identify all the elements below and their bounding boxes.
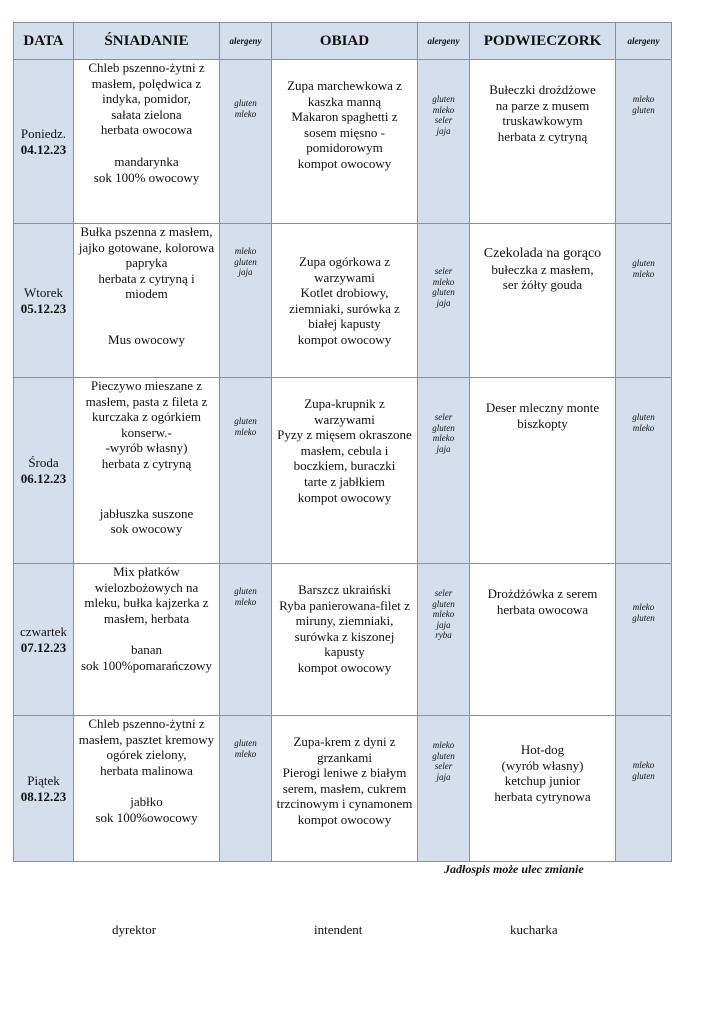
- allergen-item: seler: [434, 266, 453, 276]
- table-row: [14, 716, 672, 862]
- allergen-item: mleko: [432, 433, 455, 443]
- lunch-line: trzcinowym i cynamonem: [276, 796, 413, 812]
- lunch-line: Zupa-krupnik z: [304, 396, 385, 411]
- breakfast-line: Pieczywo mieszane z: [90, 378, 203, 393]
- lunch-cell: [272, 564, 418, 716]
- allergen-item: jaja: [436, 619, 451, 630]
- snack-allergens-cell: [616, 224, 672, 378]
- allergen-item: jaja: [436, 443, 451, 454]
- snack-line: Hot-dog: [520, 742, 565, 757]
- snack-line: Drożdżówka z serem: [487, 586, 598, 601]
- lunch-cell: [272, 224, 418, 378]
- breakfast-line: kurczaka z ogórkiem: [91, 409, 201, 425]
- lunch-line: Kotlet drobiowy,: [300, 285, 389, 301]
- allergen-item: mleko: [432, 740, 455, 750]
- breakfast-line: masłem, pasta z fileta z: [85, 393, 208, 409]
- breakfast-line: herbata z cytryną: [101, 455, 192, 471]
- lunch-line: kompot owocowy: [297, 659, 392, 675]
- breakfast-extra-line: jabłko: [130, 794, 163, 810]
- lunch-cell: [272, 378, 418, 564]
- header-allergens-snack: alergeny: [616, 23, 672, 60]
- allergen-item: mleko: [234, 748, 257, 759]
- lunch-line: tarte z jabłkiem: [304, 473, 385, 489]
- snack-allergens-cell: [616, 60, 672, 224]
- allergen-item: ryba: [435, 630, 452, 640]
- breakfast-cell: [74, 564, 220, 716]
- snack-line: truskawkowym: [502, 113, 583, 129]
- lunch-line: surówka z kiszonej: [294, 628, 395, 644]
- breakfast-allergens-cell: [220, 60, 272, 224]
- allergen-item: mleko: [632, 760, 655, 770]
- lunch-line: Ryba panierowana-filet z: [279, 597, 410, 613]
- lunch-allergens-cell: [418, 564, 470, 716]
- snack-allergens-cell: [616, 564, 672, 716]
- lunch-line: Barszcz ukraiński: [298, 582, 391, 597]
- day-cell: [14, 224, 74, 378]
- allergen-item: seler: [434, 412, 453, 422]
- allergen-item: gluten: [234, 738, 257, 748]
- allergen-item: gluten: [432, 750, 455, 761]
- breakfast-line: ogórek zielony,: [106, 747, 187, 763]
- day-cell: [14, 716, 74, 862]
- lunch-line: sosem mięsno -: [304, 124, 385, 140]
- table-row: [14, 564, 672, 716]
- lunch-line: kompot owocowy: [297, 489, 392, 505]
- lunch-cell: [272, 60, 418, 224]
- allergen-item: seler: [434, 115, 453, 125]
- header-snack: PODWIECZORK: [470, 23, 616, 60]
- breakfast-line: herbata z cytryną i: [98, 270, 195, 286]
- snack-line: herbata cytrynowa: [494, 788, 591, 804]
- snack-cell: [470, 60, 616, 224]
- breakfast-line: masłem, polędwica z: [91, 75, 202, 91]
- snack-line: biszkopty: [517, 415, 568, 431]
- lunch-line: kompot owocowy: [297, 331, 392, 347]
- lunch-line: serem, masłem, cukrem: [282, 780, 407, 796]
- day-cell: [14, 564, 74, 716]
- day-name: Wtorek: [24, 284, 63, 300]
- lunch-line: warzywami: [314, 269, 375, 285]
- breakfast-line: indyka, pomidor,: [102, 91, 191, 107]
- snack-allergens-cell: [616, 716, 672, 862]
- day-date: 04.12.23: [20, 141, 67, 157]
- allergen-item: gluten: [632, 412, 655, 422]
- allergen-item: mleko: [234, 426, 257, 437]
- breakfast-line: konserw.-: [121, 424, 172, 440]
- breakfast-line: jajko gotowane, kolorowa: [78, 239, 215, 255]
- lunch-line: kompot owocowy: [297, 811, 392, 827]
- lunch-line: Pierogi leniwe z białym: [282, 765, 407, 781]
- allergen-item: mleko: [234, 108, 257, 119]
- day-name: Środa: [28, 454, 59, 470]
- day-cell: [14, 378, 74, 564]
- header-breakfast: ŚNIADANIE: [74, 23, 220, 60]
- menu-change-note: Jadłospis może ulec zmianie: [444, 862, 584, 876]
- breakfast-extra-line: sok 100% owocowy: [93, 169, 200, 185]
- day-date: 05.12.23: [20, 300, 67, 316]
- lunch-line: Zupa-krem z dyni z: [293, 734, 396, 749]
- day-date: 07.12.23: [20, 639, 67, 655]
- spacer: [74, 302, 219, 332]
- allergen-item: gluten: [234, 98, 257, 108]
- allergen-item: gluten: [234, 256, 257, 267]
- lunch-line: kompot owocowy: [297, 155, 392, 171]
- allergen-item: seler: [434, 761, 453, 771]
- snack-allergens-cell: [616, 378, 672, 564]
- allergen-item: gluten: [234, 586, 257, 596]
- lunch-line: boczkiem, buraczki: [293, 458, 396, 474]
- lunch-line: masłem, cebula i: [300, 442, 389, 458]
- snack-line: Deser mleczny monte: [485, 400, 600, 415]
- breakfast-line: miodem: [125, 286, 168, 302]
- signature-director: dyrektor: [112, 922, 157, 937]
- breakfast-line: Bułka pszenna z masłem,: [80, 224, 213, 239]
- header-date: DATA: [14, 23, 74, 60]
- allergen-item: mleko: [632, 602, 655, 612]
- lunch-line: kaszka manną: [307, 93, 382, 109]
- breakfast-extra-line: sok 100%owocowy: [95, 809, 198, 825]
- breakfast-line: Chleb pszenno-żytni z: [88, 60, 205, 75]
- allergen-item: gluten: [632, 612, 655, 623]
- breakfast-extra-line: Mus owocowy: [108, 331, 185, 347]
- allergen-item: mleko: [632, 94, 655, 104]
- lunch-line: pomidorowym: [306, 140, 383, 156]
- spacer: [74, 626, 219, 642]
- menu-table: [13, 22, 672, 862]
- table-row: [14, 378, 672, 564]
- breakfast-cell: [74, 60, 220, 224]
- allergen-item: mleko: [632, 422, 655, 433]
- allergen-item: jaja: [436, 297, 451, 308]
- spacer: [74, 138, 219, 154]
- signature-intendent: intendent: [314, 922, 363, 937]
- allergen-item: mleko: [432, 104, 455, 115]
- allergen-item: gluten: [432, 598, 455, 609]
- breakfast-extra-line: mandarynka: [114, 153, 179, 169]
- lunch-line: Zupa ogórkowa z: [299, 254, 390, 269]
- lunch-allergens-cell: [418, 716, 470, 862]
- breakfast-line: Mix płatków: [113, 564, 180, 579]
- lunch-line: miruny, ziemniaki,: [295, 613, 394, 629]
- spacer: [74, 472, 219, 506]
- snack-line: bułeczka z masłem,: [491, 261, 594, 277]
- breakfast-cell: [74, 378, 220, 564]
- signature-cook: kucharka: [510, 922, 558, 937]
- breakfast-line: herbata owocowa: [100, 122, 193, 138]
- day-date: 08.12.23: [20, 788, 67, 804]
- snack-line: (wyrób własny): [501, 757, 584, 773]
- breakfast-allergens-cell: [220, 564, 272, 716]
- breakfast-line: wielozbożowych na: [94, 579, 199, 595]
- lunch-line: warzywami: [314, 411, 375, 427]
- table-row: [14, 60, 672, 224]
- breakfast-line: herbata malinowa: [100, 762, 193, 778]
- lunch-line: ziemniaki, surówka z: [289, 300, 400, 316]
- header-allergens-lunch: alergeny: [418, 23, 470, 60]
- snack-line: ketchup junior: [504, 773, 581, 789]
- breakfast-cell: [74, 716, 220, 862]
- breakfast-allergens-cell: [220, 378, 272, 564]
- allergen-item: seler: [434, 588, 453, 598]
- breakfast-allergens-cell: [220, 716, 272, 862]
- breakfast-extra-line: sok 100%pomarańczowy: [80, 657, 213, 673]
- spacer: [74, 778, 219, 794]
- day-cell: [14, 60, 74, 224]
- breakfast-extra-line: banan: [130, 642, 163, 658]
- snack-cell: [470, 716, 616, 862]
- lunch-line: białej kapusty: [308, 316, 381, 332]
- lunch-line: Pyzy z mięsem okraszone: [277, 427, 412, 443]
- header-row: [14, 23, 672, 60]
- day-name: Poniedz.: [20, 125, 67, 141]
- snack-line: herbata z cytryną: [497, 128, 588, 144]
- day-date: 06.12.23: [20, 470, 67, 486]
- allergen-item: gluten: [234, 416, 257, 426]
- snack-line: Bułeczki drożdżowe: [489, 82, 596, 97]
- lunch-line: Makaron spaghetti z: [291, 109, 398, 125]
- breakfast-line: -wyrób własny): [105, 440, 188, 456]
- lunch-allergens-cell: [418, 224, 470, 378]
- breakfast-allergens-cell: [220, 224, 272, 378]
- allergen-item: mleko: [432, 276, 455, 287]
- breakfast-extra-line: sok owocowy: [110, 521, 183, 537]
- snack-cell: [470, 378, 616, 564]
- lunch-line: kapusty: [324, 644, 365, 660]
- snack-line: na parze z musem: [495, 97, 590, 113]
- breakfast-line: sałata zielona: [111, 106, 182, 122]
- allergen-item: gluten: [632, 104, 655, 115]
- snack-line: herbata owocowa: [496, 601, 589, 617]
- allergen-item: mleko: [432, 609, 455, 619]
- breakfast-cell: [74, 224, 220, 378]
- allergen-item: mleko: [234, 596, 257, 607]
- lunch-allergens-cell: [418, 60, 470, 224]
- allergen-item: mleko: [632, 268, 655, 279]
- allergen-item: gluten: [632, 258, 655, 268]
- allergen-item: gluten: [432, 94, 455, 104]
- snack-title: Czekolada na gorąco: [483, 246, 602, 261]
- allergen-item: gluten: [632, 770, 655, 781]
- allergen-item: jaja: [238, 267, 253, 277]
- lunch-line: Zupa marchewkowa z: [287, 78, 402, 93]
- breakfast-line: mleku, bułka kajzerka z: [84, 595, 209, 611]
- header-allergens-breakfast: alergeny: [220, 23, 272, 60]
- allergen-item: jaja: [436, 771, 451, 782]
- breakfast-extra-line: jabłuszka suszone: [99, 505, 194, 521]
- breakfast-line: masłem, herbata: [103, 610, 190, 626]
- snack-cell: [470, 224, 616, 378]
- lunch-allergens-cell: [418, 378, 470, 564]
- snack-cell: [470, 564, 616, 716]
- lunch-line: grzankami: [317, 749, 372, 765]
- snack-line: ser żółty gouda: [502, 277, 583, 293]
- day-name: Piątek: [27, 772, 60, 788]
- allergen-item: mleko: [234, 246, 257, 256]
- day-name: czwartek: [20, 623, 67, 639]
- allergen-item: jaja: [436, 125, 451, 136]
- table-row: [14, 224, 672, 378]
- allergen-item: gluten: [432, 422, 455, 433]
- breakfast-line: Chleb pszenno-żytni z: [88, 716, 205, 731]
- header-lunch: OBIAD: [272, 23, 418, 60]
- allergen-item: gluten: [432, 287, 455, 297]
- breakfast-line: masłem, pasztet kremowy: [78, 731, 215, 747]
- breakfast-line: papryka: [125, 255, 168, 271]
- lunch-cell: [272, 716, 418, 862]
